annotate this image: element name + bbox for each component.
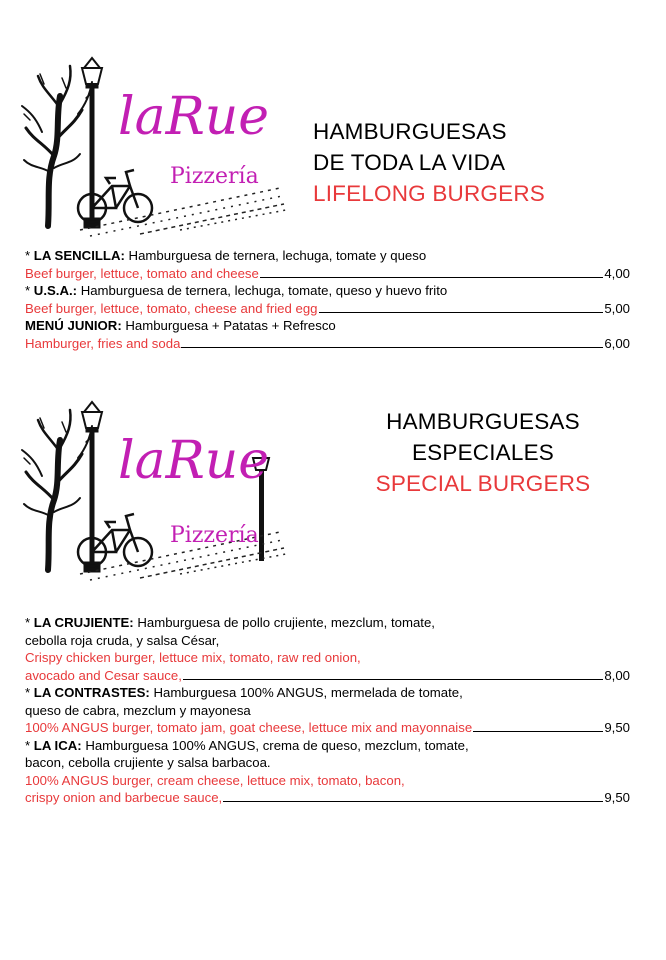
item-price: 4,00 (604, 265, 630, 281)
section1-heading (313, 116, 545, 209)
item-name: U.S.A.: (33, 283, 78, 298)
item-desc-en: 100% ANGUS burger, cream cheese, lettuce mix, tomato, bacon, (25, 772, 405, 788)
lamp-post-icon (82, 58, 102, 228)
brand-script: laRue (118, 431, 270, 491)
item-desc-en-2: crispy onion and barbecue sauce, (25, 790, 223, 805)
price-leader (181, 347, 603, 348)
section2-title-es-2: ESPECIALES (411, 440, 555, 465)
section1-title-es-2: DE TODA LA VIDA (313, 150, 506, 175)
item-desc-en: Beef burger, lettuce, tomato and cheese (25, 265, 259, 281)
item-price: 6,00 (604, 335, 630, 351)
item-desc-es: Hamburguesa 100% ANGUS, mermelada de tomate, (149, 685, 463, 700)
item-name: LA ICA: (33, 737, 82, 753)
menu-item: * LA ICA: Hamburguesa 100% ANGUS, crema de queso, mezclum, tomate, bacon, cebolla crujiente y salsa barbacoa. 100% ANGUS burger, cream cheese, lettuce mix, tomato, bacon, crispy onion and barbecue sauce, 9,50 (25, 737, 630, 805)
logo-graphic (20, 392, 290, 592)
item-desc-es-2: queso de cabra, mezclum y mayonesa (25, 702, 251, 718)
price-leader (260, 277, 603, 278)
item-name: LA CONTRASTES: (33, 685, 150, 700)
item-desc-es: Hamburguesa + Patatas + Refresco (121, 318, 336, 333)
section1-title-es-1: HAMBURGUESAS (313, 119, 507, 144)
section2-menu (25, 614, 630, 807)
item-desc-es: Hamburguesa de pollo crujiente, mezclum, tomate, (133, 615, 435, 630)
menu-item: * LA CRUJIENTE: Hamburguesa de pollo crujiente, mezclum, tomate, cebolla roja cruda, y salsa César, Crispy chicken burger, lettuce mix, tomato, raw red onion, avocado and Cesar sauce, 8,00 (25, 615, 630, 683)
price-leader (183, 679, 603, 680)
item-desc-en-2: avocado and Cesar sauce, (25, 667, 182, 683)
price-leader (223, 801, 603, 802)
item-price: 9,50 (604, 790, 630, 805)
brand-sub: Pizzería (170, 164, 259, 189)
logo-la-rue-1 (20, 48, 290, 248)
section2-title-es-1: HAMBURGUESAS (386, 409, 580, 434)
price-leader (319, 312, 604, 313)
ground-texture (80, 188, 286, 236)
item-desc-es-2: bacon, cebolla crujiente y salsa barbacoa. (25, 755, 271, 770)
item-desc-en: 100% ANGUS burger, tomato jam, goat cheese, lettuce mix and mayonnaise (25, 720, 473, 735)
lamp-post-icon (82, 402, 102, 572)
item-price: 9,50 (604, 720, 630, 735)
logo-graphic (20, 48, 290, 248)
brand-script: laRue (118, 87, 270, 147)
item-desc-en: Crispy chicken burger, lettuce mix, tomato, raw red onion, (25, 650, 361, 665)
item-desc-en: Beef burger, lettuce, tomato, cheese and fried egg (25, 300, 318, 316)
section1-menu (25, 247, 630, 352)
item-desc-es-2: cebolla roja cruda, y salsa César, (25, 632, 220, 648)
brand-sub: Pizzería (170, 523, 259, 548)
item-desc-en: Hamburger, fries and soda (25, 335, 181, 351)
menu-item: * U.S.A.: Hamburguesa de ternera, lechuga, tomate, queso y huevo frito Beef burger, lettuce, tomato, cheese and fried egg 5,00 (25, 283, 630, 316)
bicycle-icon (78, 170, 152, 222)
item-desc-es: Hamburguesa de ternera, lechuga, tomate, queso y huevo frito (77, 283, 448, 298)
section1-title-en: LIFELONG BURGERS (313, 181, 546, 206)
item-desc-es: Hamburguesa 100% ANGUS, crema de queso, mezclum, tomate, (81, 737, 469, 753)
bicycle-icon (78, 514, 152, 566)
tree-icon (22, 410, 92, 570)
item-name: LA SENCILLA: (33, 248, 125, 263)
logo-la-rue-2 (20, 392, 290, 592)
tree-icon (22, 66, 92, 226)
item-desc-es: Hamburguesa de ternera, lechuga, tomate y queso (124, 248, 427, 263)
menu-item: * LA CONTRASTES: Hamburguesa 100% ANGUS, mermelada de tomate, queso de cabra, mezclum y mayonesa 100% ANGUS burger, tomato jam, goat cheese, lettuce mix and mayonnaise 9,50 (25, 685, 630, 735)
price-leader (473, 731, 603, 732)
section2-heading (350, 406, 616, 499)
item-name: MENÚ JUNIOR: (25, 318, 122, 333)
menu-item (25, 317, 630, 352)
item-price: 5,00 (604, 300, 630, 316)
item-price: 8,00 (604, 667, 630, 683)
menu-item: * LA SENCILLA: Hamburguesa de ternera, lechuga, tomate y queso Beef burger, lettuce, tomato and cheese 4,00 (25, 248, 630, 281)
section2-title-en: SPECIAL BURGERS (375, 471, 591, 496)
item-name: LA CRUJIENTE: (33, 615, 134, 630)
